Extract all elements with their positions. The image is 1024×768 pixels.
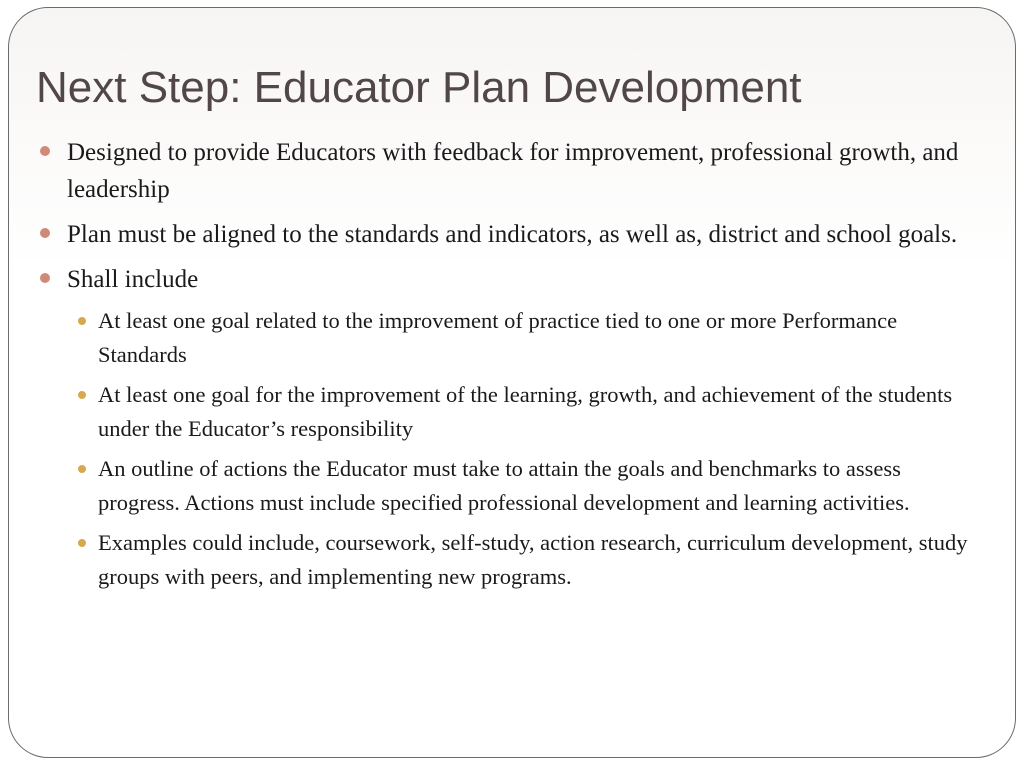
sub-bullet-item [98,378,976,446]
slide-title: Next Step: Educator Plan Development [36,63,802,112]
sub-bullet-item [98,452,976,520]
sub-bullet-text: At least one goal related to the improvement of practice tied to one or more Performance Standards [98,308,898,367]
sub-bullet-item [98,304,976,372]
bullet-item [36,134,976,208]
sub-bullet-dot-icon [78,539,86,547]
sub-bullet-text: Examples could include, coursework, self-study, action research, curriculum development, study groups with peers, and implementing new programs. [98,530,968,589]
bullet-item [36,216,976,253]
sub-bullet-dot-icon [78,391,86,399]
sub-bullet-dot-icon [78,317,86,325]
sub-bullet-text: At least one goal for the improvement of the learning, growth, and achievement of the students under the Educator’s responsibility [98,382,953,441]
sub-bullet-item [98,526,976,594]
bullet-dot-icon [40,273,50,283]
sub-bullet-text: An outline of actions the Educator must take to attain the goals and benchmarks to assess progress. Actions must include specified professional development and learning activities. [98,456,910,515]
bullet-text: Shall include [67,266,199,293]
sub-bullet-list [36,304,976,594]
bullet-dot-icon [40,146,50,156]
bullet-text: Plan must be aligned to the standards and indicators, as well as, district and school goals. [67,221,958,248]
bullet-dot-icon [40,228,50,238]
bullet-item [36,261,976,298]
slide-content [36,134,976,600]
sub-bullet-dot-icon [78,465,86,473]
bullet-text: Designed to provide Educators with feedback for improvement, professional growth, and leadership [67,139,959,203]
